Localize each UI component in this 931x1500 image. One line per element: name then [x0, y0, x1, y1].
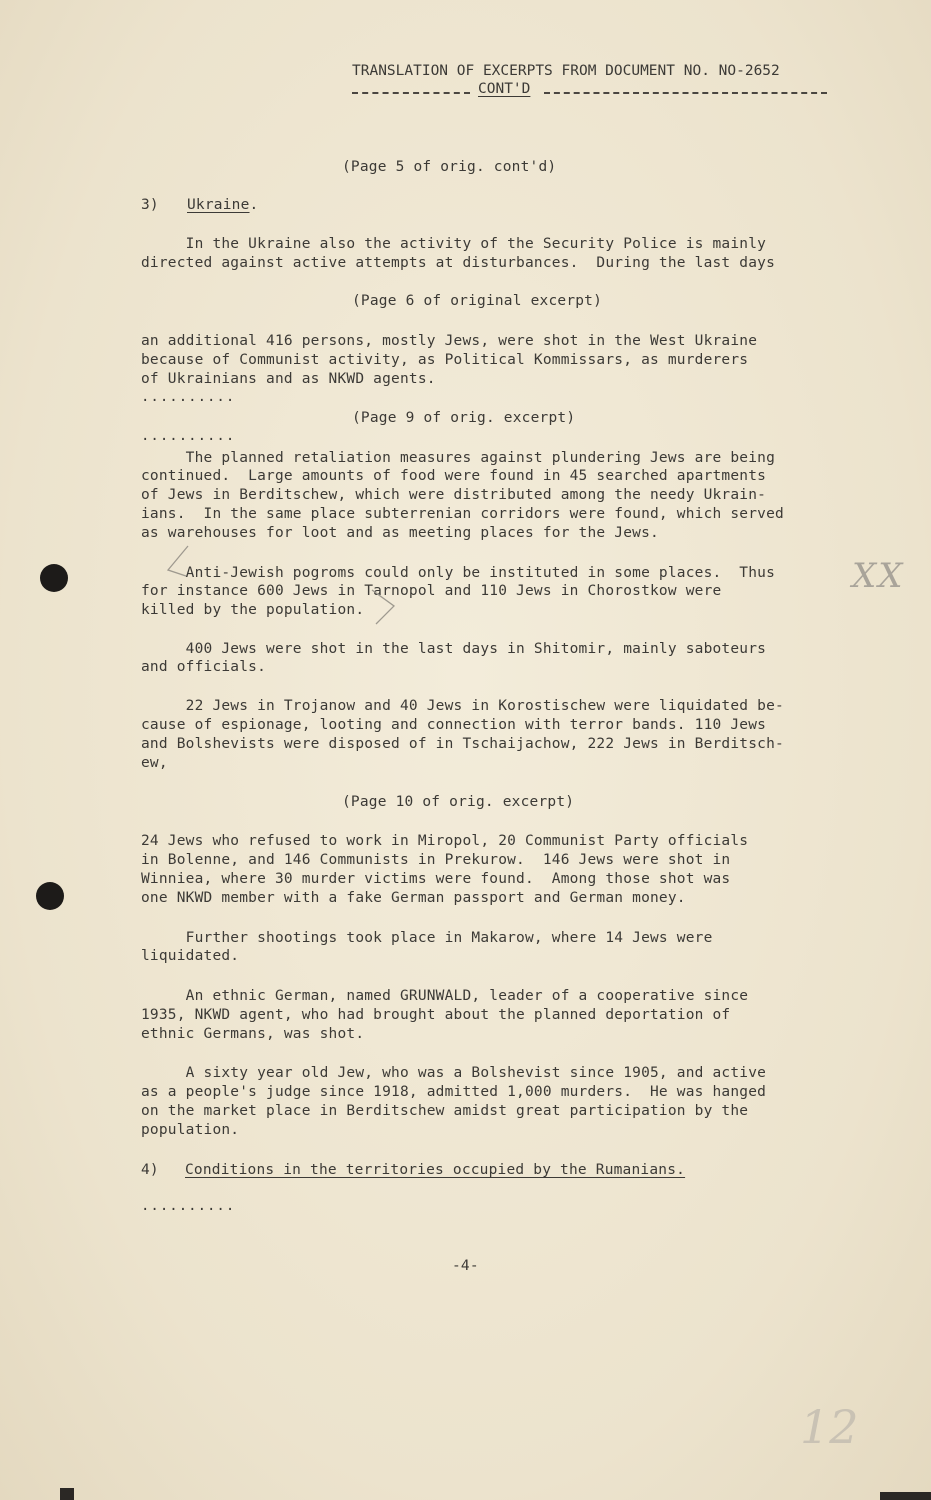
- omission-dots: ..........: [141, 389, 236, 405]
- section-4-number: 4): [141, 1162, 159, 1178]
- document-header: [352, 62, 832, 100]
- paragraph-line: Further shootings took place in Makarow, where 14 Jews were: [141, 930, 713, 946]
- paragraph-line: 24 Jews who refused to work in Miropol, 20 Communist Party officials: [141, 833, 749, 849]
- page-marker-5: (Page 5 of orig. cont'd): [342, 159, 557, 175]
- section-4-title: Conditions in the territories occupied by the Rumanians.: [185, 1162, 686, 1178]
- paragraph-line: continued. Large amounts of food were found in 45 searched apartments: [141, 468, 767, 484]
- section-3-title: Ukraine: [187, 197, 250, 213]
- paragraph-line: Winniea, where 30 murder victims were found. Among those shot was: [141, 871, 731, 887]
- paragraph-line: 400 Jews were shot in the last days in Shitomir, mainly saboteurs: [141, 641, 767, 657]
- paragraph-line: as warehouses for loot and as meeting places for the Jews.: [141, 525, 659, 541]
- paragraph-line: in Bolenne, and 146 Communists in Prekurow. 146 Jews were shot in: [141, 852, 731, 868]
- paragraph-line: An ethnic German, named GRUNWALD, leader of a cooperative since: [141, 988, 749, 1004]
- paragraph-line: In the Ukraine also the activity of the Security Police is mainly: [141, 236, 767, 252]
- paragraph-line: liquidated.: [141, 948, 240, 964]
- section-3-number: 3): [141, 197, 159, 213]
- paragraph-line: of Jews in Berditschew, which were distributed among the needy Ukrain-: [141, 487, 767, 503]
- paragraph-line: killed by the population.: [141, 602, 365, 618]
- header-continued-row: [352, 80, 832, 100]
- paragraph-line: and Bolshevists were disposed of in Tschaijachow, 222 Jews in Berditsch-: [141, 736, 784, 752]
- pencil-left-bracket: [168, 546, 188, 576]
- paragraph-line: on the market place in Berditschew amidst great participation by the: [141, 1103, 749, 1119]
- omission-dots: ..........: [141, 428, 236, 444]
- header-contd: CONT'D: [478, 81, 531, 97]
- paragraph-line: ew,: [141, 755, 168, 771]
- paragraph-line: Anti-Jewish pogroms could only be instituted in some places. Thus: [141, 565, 776, 581]
- margin-xx-mark: XX: [852, 556, 905, 596]
- paragraph-line: cause of espionage, looting and connection with terror bands. 110 Jews: [141, 717, 767, 733]
- paragraph-line: and officials.: [141, 659, 267, 675]
- paragraph-line: ethnic Germans, was shot.: [141, 1026, 365, 1042]
- page-marker-10: (Page 10 of orig. excerpt): [342, 794, 575, 810]
- pencil-bracket-marks: [150, 540, 410, 640]
- header-title: TRANSLATION OF EXCERPTS FROM DOCUMENT NO. NO-2652: [352, 63, 780, 79]
- punch-hole: [36, 882, 64, 910]
- section-3-heading: Ukraine.: [187, 197, 259, 213]
- paragraph-line: an additional 416 persons, mostly Jews, were shot in the West Ukraine: [141, 333, 758, 349]
- paragraph-line: of Ukrainians and as NKWD agents.: [141, 371, 436, 387]
- paragraph-line: 22 Jews in Trojanow and 40 Jews in Korostischew were liquidated be-: [141, 698, 784, 714]
- paragraph-line: The planned retaliation measures against plundering Jews are being: [141, 450, 776, 466]
- page-number: -4-: [452, 1258, 479, 1274]
- pencil-folio-number: 12: [800, 1400, 859, 1454]
- paragraph-line: population.: [141, 1122, 240, 1138]
- paragraph-line: A sixty year old Jew, who was a Bolshevist since 1905, and active: [141, 1065, 767, 1081]
- page-edge-mark: [60, 1488, 74, 1500]
- page-marker-9: (Page 9 of orig. excerpt): [352, 410, 576, 426]
- header-dash-right: [544, 92, 827, 94]
- paragraph-line: because of Communist activity, as Political Kommissars, as murderers: [141, 352, 749, 368]
- page-edge-mark: [880, 1492, 931, 1500]
- paragraph-line: for instance 600 Jews in Tarnopol and 110 Jews in Chorostkow were: [141, 583, 722, 599]
- paragraph-line: as a people's judge since 1918, admitted 1,000 murders. He was hanged: [141, 1084, 767, 1100]
- paragraph-line: 1935, NKWD agent, who had brought about the planned deportation of: [141, 1007, 731, 1023]
- paragraph-line: one NKWD member with a fake German passport and German money.: [141, 890, 686, 906]
- paragraph-line: directed against active attempts at disturbances. During the last days: [141, 255, 776, 271]
- page-marker-6: (Page 6 of original excerpt): [352, 293, 603, 309]
- pencil-right-bracket: [372, 590, 394, 624]
- omission-dots: ..........: [141, 1198, 236, 1214]
- header-dash-left: [352, 92, 470, 94]
- punch-hole: [40, 564, 68, 592]
- paragraph-line: ians. In the same place subterrenian corridors were found, which served: [141, 506, 784, 522]
